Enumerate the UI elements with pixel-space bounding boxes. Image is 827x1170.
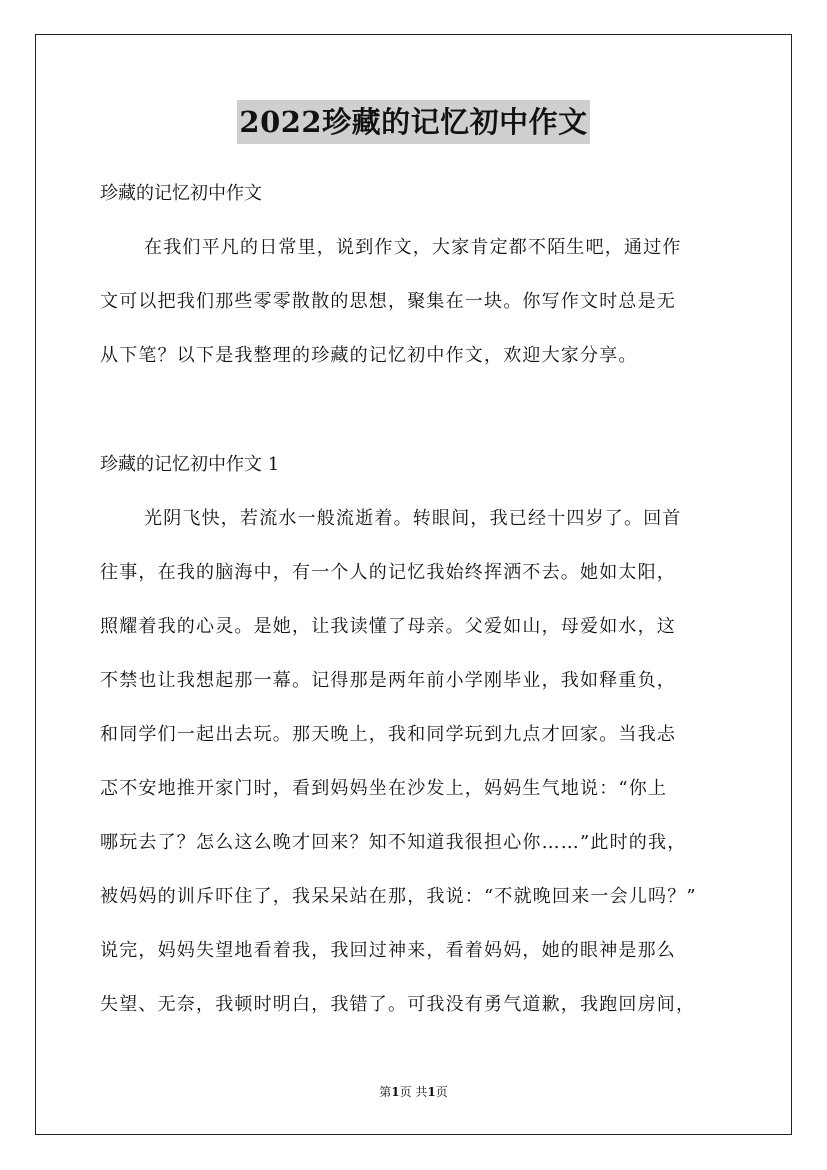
body-line-7: 哪玩去了？怎么这么晚才回来？知不知道我很担心你……”此时的我， (100, 832, 687, 853)
body-line-5: 和同学们一起出去玩。那天晚上，我和同学玩到九点才回家。当我忐 (100, 724, 676, 745)
footer-suffix: 页 (435, 1085, 448, 1099)
body-line-3: 照耀着我的心灵。是她，让我读懂了母亲。父爱如山，母爱如水，这 (100, 616, 676, 637)
document-title: 2022珍藏的记忆初中作文 (237, 100, 589, 144)
body-line-6: 忑不安地推开家门时，看到妈妈坐在沙发上，妈妈生气地说：“你上 (100, 778, 668, 799)
footer-page-current: 1 (391, 1085, 400, 1099)
intro-line-2: 文可以把我们那些零零散散的思想，聚集在一块。你写作文时总是无 (100, 291, 676, 312)
body-line-1: 光阴飞快，若流水一般流逝着。转眼间，我已经十四岁了。回首 (144, 508, 682, 529)
footer-page-total: 1 (427, 1085, 436, 1099)
body-line-2: 往事，在我的脑海中，有一个人的记忆我始终挥洒不去。她如太阳， (100, 562, 676, 583)
intro-line-1: 在我们平凡的日常里，说到作文，大家肯定都不陌生吧，通过作 (144, 237, 682, 258)
intro-line-3: 从下笔？以下是我整理的珍藏的记忆初中作文，欢迎大家分享。 (100, 345, 638, 366)
footer-mid: 页 共 (399, 1085, 428, 1099)
footer-prefix: 第 (379, 1085, 392, 1099)
body-line-10: 失望、无奈，我顿时明白，我错了。可我没有勇气道歉，我跑回房间， (100, 994, 696, 1015)
body-line-8: 被妈妈的训斥吓住了，我呆呆站在那，我说：“不就晚回来一会儿吗？” (100, 886, 697, 907)
document-subtitle: 珍藏的记忆初中作文 (100, 183, 262, 204)
section-heading: 珍藏的记忆初中作文 1 (100, 454, 280, 475)
page-footer (0, 1083, 827, 1101)
body-line-9: 说完，妈妈失望地看着我，我回过神来，看着妈妈，她的眼神是那么 (100, 940, 676, 961)
title-container (0, 100, 827, 144)
body-line-4: 不禁也让我想起那一幕。记得那是两年前小学刚毕业，我如释重负， (100, 670, 676, 691)
